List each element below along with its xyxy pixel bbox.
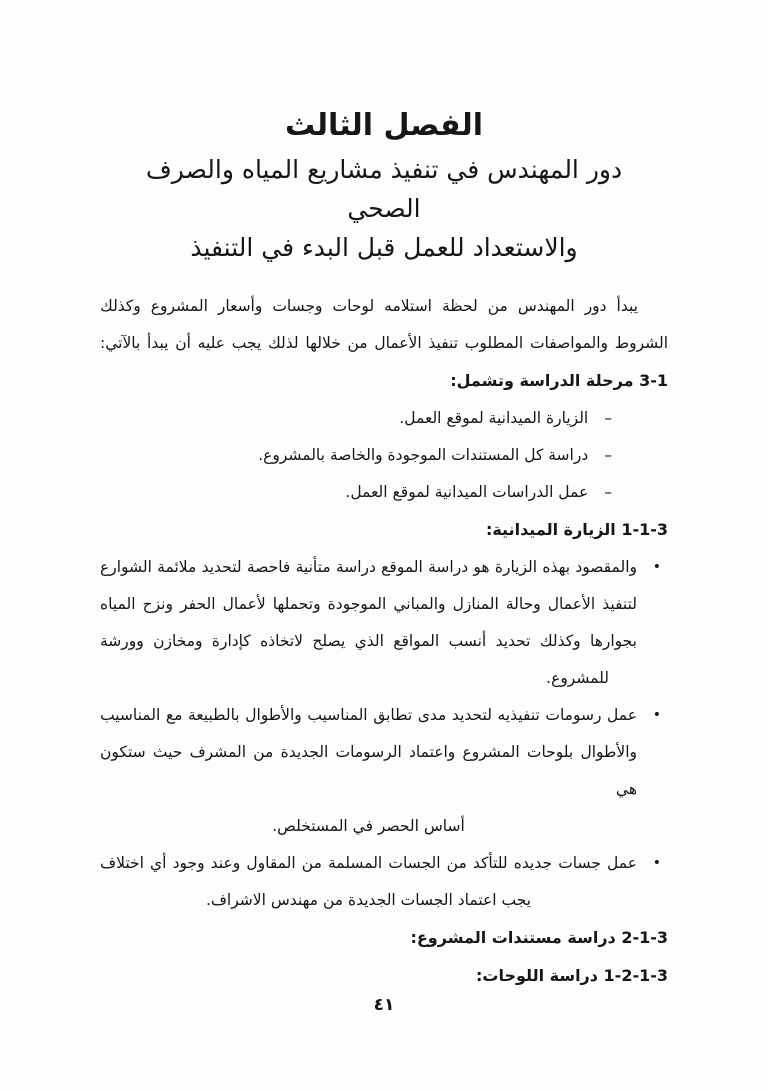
page-content	[100, 0, 668, 995]
bullet-icon: •	[652, 707, 661, 723]
bullet-paragraph	[100, 549, 637, 697]
document-title-line-3: والاستعداد للعمل قبل البدء في التنفيذ	[190, 233, 578, 262]
list-item	[100, 845, 668, 919]
document-title-line-2: الصحي	[347, 194, 421, 223]
bullet-icon: •	[652, 855, 661, 871]
bullet-body: والمقصود بهذه الزيارة هو دراسة الموقع دراسة متأنية فاحصة لتحديد ملائمة الشوارع لتنفيذ الأعمال وحالة المنازل والمباني الموجودة وتحملها لأعمال الحفر ونزح المياه بجوارها وكذلك تحديد أنسب المواقع الذي يصلح لاتخاذه كإدارة ومخازن وورشة	[100, 558, 637, 650]
list-item-text: عمل الدراسات الميدانية لموقع العمل.	[345, 483, 589, 501]
dash-list	[100, 400, 668, 511]
title-block	[100, 102, 668, 267]
bullet-last-line: للمشروع.	[546, 669, 609, 687]
bullet-icon: •	[652, 559, 661, 575]
list-item-text: دراسة كل المستندات الموجودة والخاصة بالمشروع.	[258, 446, 589, 464]
dash-icon: –	[604, 409, 612, 427]
bullet-body: عمل رسومات تنفيذيه لتحديد مدى تطابق المناسيب والأطوال بالطبيعة مع المناسيب والأطوال بلوحات المشروع واعتماد الرسومات الجديدة من المشرف حيث ستكون هي	[100, 706, 637, 798]
bullet-paragraph	[100, 697, 637, 845]
list-item	[100, 400, 612, 437]
document-title-line-1: دور المهندس في تنفيذ مشاريع المياه والصرف	[145, 155, 623, 184]
dash-icon: –	[604, 446, 612, 464]
chapter-heading: الفصل الثالث	[284, 108, 483, 143]
list-item	[100, 697, 668, 845]
section-heading-study-phase: 3-1 مرحلة الدراسة وتشمل:	[450, 371, 668, 390]
intro-paragraph: يبدأ دور المهندس من لحظة استلامه لوحات وجسات وأسعار المشروع وكذلك الشروط والمواصفات المطلوب تنفيذ الأعمال من خلالها لذلك يجب عليه أن يبدأ بالآتي:	[100, 297, 668, 352]
section-heading-field-visit: 1-1-3 الزيارة الميدانية:	[485, 520, 668, 539]
bullet-paragraph	[100, 845, 637, 919]
dash-icon: –	[604, 483, 612, 501]
page-number: ٤١	[373, 995, 395, 1015]
list-item-text: الزيارة الميدانية لموقع العمل.	[399, 409, 589, 427]
list-item	[100, 549, 668, 697]
list-item	[100, 437, 612, 474]
bullet-last-line: يجب اعتماد الجسات الجديدة من مهندس الاشراف.	[205, 891, 532, 909]
bullet-last-line: أساس الحصر في المستخلص.	[272, 817, 465, 835]
section-heading-drawings-study: 1-2-1-3 دراسة اللوحات:	[475, 966, 668, 985]
list-item	[100, 474, 612, 511]
bullet-body: عمل جسات جديده للتأكد من الجسات المسلمة من المقاول وعند وجود أي اختلاف	[100, 854, 637, 872]
section-heading-project-documents: 2-1-3 دراسة مستندات المشروع:	[410, 928, 668, 947]
